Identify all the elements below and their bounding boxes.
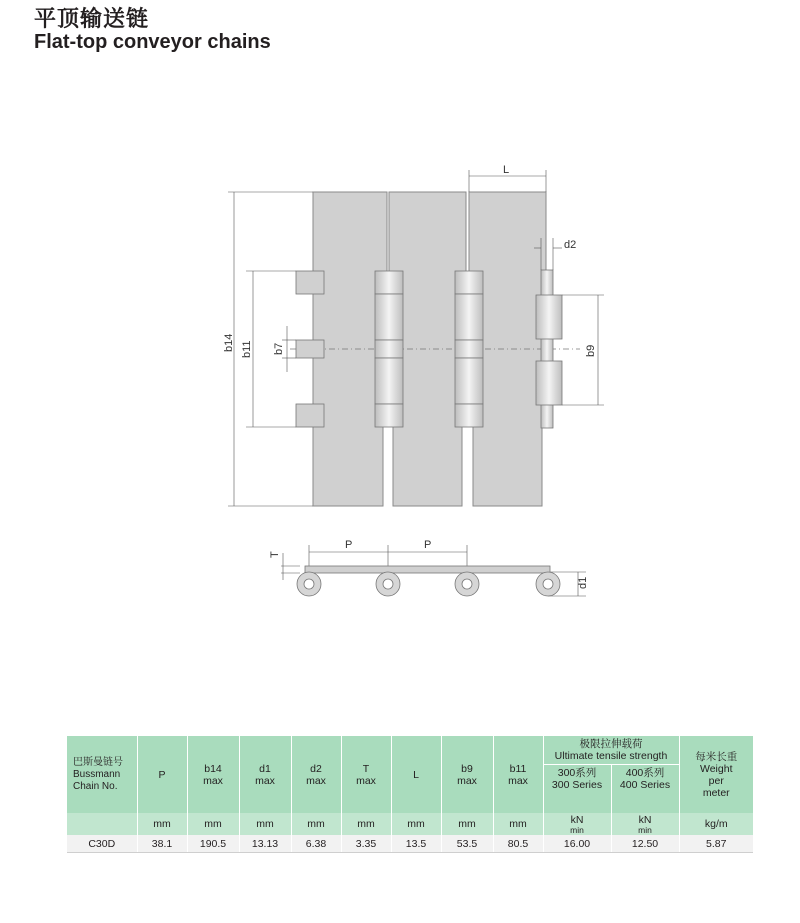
cell-weight: 5.87 bbox=[679, 835, 753, 853]
unit-b9: mm bbox=[441, 813, 493, 835]
unit-s400: kN min bbox=[611, 813, 679, 835]
unit-d1: mm bbox=[239, 813, 291, 835]
cell-T: 3.35 bbox=[341, 835, 391, 853]
side-view bbox=[269, 539, 589, 596]
unit-T: mm bbox=[341, 813, 391, 835]
cell-L: 13.5 bbox=[391, 835, 441, 853]
header-chain-no: 巴斯曼链号 Bussmann Chain No. bbox=[67, 736, 137, 813]
cell-b9: 53.5 bbox=[441, 835, 493, 853]
svg-text:b11: b11 bbox=[241, 340, 253, 358]
left-knuckles bbox=[296, 271, 324, 427]
unit-d2: mm bbox=[291, 813, 341, 835]
unit-b14: mm bbox=[187, 813, 239, 835]
table-row bbox=[67, 835, 753, 853]
header-T: T max bbox=[341, 736, 391, 813]
header-d2: d2 max bbox=[291, 736, 341, 813]
dim-label-P-2 bbox=[424, 539, 431, 551]
dim-label-b11 bbox=[241, 340, 253, 358]
svg-text:L: L bbox=[503, 164, 510, 176]
dim-label-L bbox=[503, 164, 509, 176]
unit-weight: kg/m bbox=[679, 813, 753, 835]
svg-text:d2: d2 bbox=[564, 239, 577, 251]
dim-label-b7 bbox=[273, 343, 285, 355]
header-b11: b11 max bbox=[493, 736, 543, 813]
title-chinese: 平顶输送链 bbox=[34, 7, 150, 32]
dim-label-d2 bbox=[564, 239, 576, 251]
header-L: L bbox=[391, 736, 441, 813]
header-tensile-strength: 极限拉伸载荷 Ultimate tensile strength bbox=[543, 736, 679, 765]
header-weight: 每米长重 Weight per meter bbox=[679, 736, 753, 813]
title-english: Flat-top conveyor chains bbox=[34, 31, 271, 53]
svg-text:d1: d1 bbox=[577, 576, 589, 589]
svg-text:b9: b9 bbox=[585, 344, 597, 357]
cell-b11: 80.5 bbox=[493, 835, 543, 853]
header-d1: d1 max bbox=[239, 736, 291, 813]
hinge-knuckles-2 bbox=[455, 271, 483, 427]
cell-b14: 190.5 bbox=[187, 835, 239, 853]
dim-label-b14 bbox=[223, 334, 235, 352]
svg-text:b14: b14 bbox=[223, 333, 235, 352]
svg-text:P: P bbox=[345, 539, 353, 551]
table-header-row-1 bbox=[67, 736, 753, 765]
header-b14: b14 max bbox=[187, 736, 239, 813]
header-P: P bbox=[137, 736, 187, 813]
cell-d2: 6.38 bbox=[291, 835, 341, 853]
hinge-knuckles-1 bbox=[375, 271, 403, 427]
dim-label-T bbox=[269, 551, 281, 558]
cell-s300: 16.00 bbox=[543, 835, 611, 853]
svg-text:b7: b7 bbox=[273, 342, 285, 355]
header-b9: b9 max bbox=[441, 736, 493, 813]
header-400-series: 400系列 400 Series bbox=[611, 765, 679, 794]
cell-P: 38.1 bbox=[137, 835, 187, 853]
unit-L: mm bbox=[391, 813, 441, 835]
unit-P: mm bbox=[137, 813, 187, 835]
unit-chain bbox=[67, 813, 137, 835]
spec-table bbox=[67, 736, 753, 853]
table-units-row bbox=[67, 813, 753, 835]
cell-s400: 12.50 bbox=[611, 835, 679, 853]
dim-label-d1 bbox=[577, 577, 589, 589]
cell-chain: C30D bbox=[67, 835, 137, 853]
svg-text:P: P bbox=[424, 539, 432, 551]
dim-label-b9 bbox=[585, 345, 597, 357]
unit-b11: mm bbox=[493, 813, 543, 835]
cell-d1: 13.13 bbox=[239, 835, 291, 853]
unit-s300: kN min bbox=[543, 813, 611, 835]
header-300-series: 300系列 300 Series bbox=[543, 765, 611, 794]
dim-label-P-1 bbox=[345, 539, 352, 551]
svg-text:T: T bbox=[269, 551, 281, 558]
